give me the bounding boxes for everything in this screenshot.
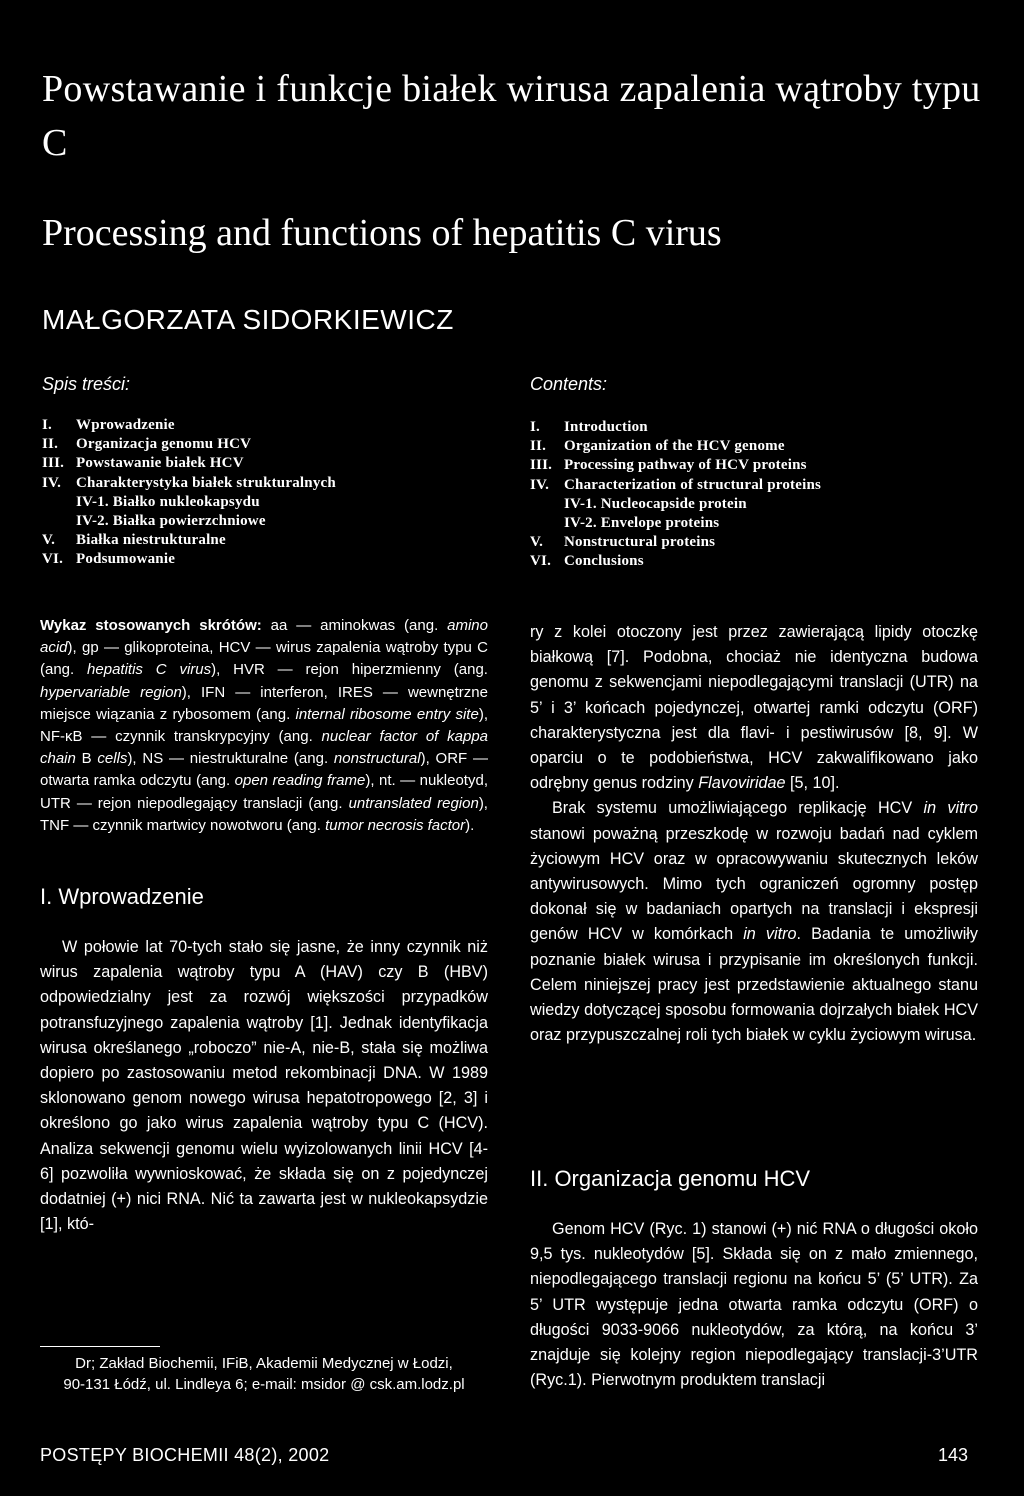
article-title-en: Processing and functions of hepatitis C virus — [42, 212, 722, 254]
toc-item — [42, 454, 336, 473]
toc-item — [42, 416, 336, 435]
toc-item-label: Białka niestrukturalne — [76, 532, 226, 549]
toc-item-number: VI. — [42, 551, 64, 568]
page-number: 143 — [938, 1445, 969, 1465]
text-run: ry z kolei otoczony jest przez zawierającą lipidy otoczkę białkową [7]. Podobna, chociaż nie identyczna budowa genomu z sekwencjami niepodlegającymi translacji (UTR) na 5’ i 3’ końcach pojedynczej, otwartej ramki odczytu (ORF) charakterystyczna jest dla flavi- i pestiwirusów [8, 9]. W oparciu o te podobieństwa, HCV zakwalifikowano jako odrębny genus rodziny — [530, 623, 978, 793]
italic-term: nonstructural — [333, 750, 421, 768]
text-run: [5, 10]. — [785, 774, 840, 793]
section-1-heading: I. Wprowadzenie — [40, 884, 204, 909]
toc-item — [530, 437, 821, 456]
italic-term: nuclear factor of kappa chain — [40, 728, 488, 768]
right-column-paragraph-1 — [530, 620, 978, 796]
right-column-body — [530, 620, 978, 1048]
toc-item-label: Processing pathway of HCV proteins — [564, 457, 807, 474]
abbreviations-lead: Wykaz stosowanych skrótów: — [40, 617, 262, 634]
toc-pl-list — [42, 416, 336, 570]
footnote-rule — [40, 1346, 160, 1347]
toc-item-label: Charakterystyka białek strukturalnych — [76, 474, 336, 491]
toc-item — [530, 495, 821, 514]
affiliation-line-2: 90-131 Łódź, ul. Lindleya 6; e-mail: msidor @ csk.am.lodz.pl — [63, 1376, 465, 1393]
toc-item-number: I. — [42, 417, 52, 433]
toc-item — [530, 418, 821, 437]
italic-term: amino acid — [40, 617, 488, 657]
toc-item-label: Conclusions — [564, 553, 644, 570]
italic-term: hypervariable region — [40, 683, 182, 701]
toc-item-label: IV-1. Białko nukleokapsydu — [76, 493, 260, 510]
text-run: ), NF-κB — czynnik transkrypcyjny (ang. — [40, 705, 488, 746]
text-run: stanowi poważną przeszkodę w rozwoju badań nad cyklem życiowym HCV oraz w opracowywaniu skutecznych leków antywirusowych. Mimo tych ograniczeń ogromny postęp dokonał się w badaniach opartych na translacji i ekspresji genów HCV w komórkach — [530, 824, 978, 944]
section-1-paragraph: W połowie lat 70-tych stało się jasne, że inny czynnik niż wirus zapalenia wątroby typu A (HAV) czy B (HBV) odpowiedzialny jest za rozwój większości przypadków potransfuzyjnego zapalenia wątroby [1]. Jednak identyfikacja wirusa określanego „roboczo” nie-A, nie-B, stała się możliwa dopiero po zastosowaniu metod rekombinacji DNA. W 1989 sklonowano genom nowego wirusa hepatotropowego [2, 3] i określono go jako wirus zapalenia wątroby typu C (HCV). Analiza sekwencji genomu wielu wyizolowanych linii HCV [4-6] pozwoliła wywnioskować, że składa się on z pojedynczej dodatniej (+) nici RNA. Nić ta zawarta jest w nukleokapsydzie [1], któ- — [40, 938, 488, 1234]
toc-item-label: Podsumowanie — [76, 551, 176, 568]
toc-item-number: VI. — [530, 553, 552, 570]
text-run: ), NS — niestrukturalne (ang. — [127, 750, 334, 768]
toc-item-number: I. — [530, 419, 540, 435]
text-run: ), TNF — czynnik martwicy nowotworu (ang. — [40, 794, 488, 834]
section-2-body — [530, 1217, 978, 1393]
toc-item-number: V. — [530, 534, 544, 551]
text-run: Brak systemu umożliwiającego replikację HCV — [552, 799, 924, 818]
author-name: MAŁGORZATA SIDORKIEWICZ — [42, 304, 454, 335]
text-run: B — [75, 750, 98, 768]
text-run: ), IFN — interferon, IRES — wewnętrzne miejsce wiązania z rybosomem (ang. — [40, 683, 488, 723]
toc-item — [42, 512, 336, 531]
toc-item-label: Introduction — [564, 419, 648, 435]
italic-term: in vitro — [923, 799, 978, 818]
italic-term: in vitro — [743, 925, 797, 944]
text-run: ). — [465, 816, 475, 834]
toc-item-label: IV-1. Nucleocapside protein — [564, 495, 747, 512]
toc-item-number: II. — [42, 436, 59, 453]
toc-item-label: Nonstructural proteins — [564, 534, 716, 551]
text-run: aa — aminokwas (ang. — [261, 617, 448, 634]
toc-item-number: II. — [530, 438, 547, 455]
italic-term: untranslated region — [348, 794, 479, 812]
section-1-body — [40, 935, 488, 1237]
text-run: ), ORF — otwarta ramka odczytu (ang. — [40, 750, 488, 790]
toc-item-label: IV-2. Envelope proteins — [564, 515, 720, 532]
toc-item — [42, 493, 336, 512]
toc-item-number: III. — [530, 457, 553, 474]
right-column-paragraph-2 — [530, 796, 978, 1048]
toc-en-heading: Contents: — [530, 374, 608, 394]
section-2-paragraph: Genom HCV (Ryc. 1) stanowi (+) nić RNA o długości około 9,5 tys. nukleotydów [5]. Składa się on z mało zmiennego, niepodlegającego translacji regionu na końcu 5’ (5’ UTR). Za 5’ UTR występuje jedna otwarta ramka odczytu (ORF) o długości 9033-9066 nukleotydów, za którą, na końcu 3’ znajduje się kolejny region niepodlegający translacji-3’UTR (Ryc.1). Pierwotnym produktem translacji — [530, 1220, 978, 1390]
italic-term: hepatitis C virus — [87, 661, 212, 679]
toc-item — [42, 474, 336, 493]
toc-item — [42, 550, 336, 569]
toc-pl-heading: Spis treści: — [42, 374, 131, 394]
toc-item-label: Characterization of structural proteins — [564, 476, 822, 493]
author-affiliation — [40, 1353, 488, 1395]
italic-term: open reading frame — [234, 772, 366, 790]
toc-item-number: IV. — [42, 474, 62, 491]
toc-en-list — [530, 418, 821, 572]
toc-item-label: Wprowadzenie — [76, 417, 175, 433]
section-2-heading: II. Organizacja genomu HCV — [530, 1166, 811, 1191]
text-run: ), gp — glikoproteina, HCV — wirus zapalenia wątroby typu C (ang. — [40, 639, 488, 679]
toc-item — [530, 514, 821, 533]
journal-footer: POSTĘPY BIOCHEMII 48(2), 2002 — [40, 1445, 330, 1465]
italic-term: tumor necrosis factor — [325, 816, 466, 834]
text-run: . Badania te umożliwiły poznanie białek wirusa i przypisanie im określonych funkcji. Celem niniejszej pracy jest przedstawienie aktualnego stanu wiedzy dotyczącej sposobu formowania dojrzałych białek HCV oraz przypuszczalnej roli tych białek w cyklu życiowym wirusa. — [530, 925, 978, 1045]
toc-item — [530, 476, 821, 495]
toc-item — [42, 531, 336, 550]
toc-item-label: Organization of the HCV genome — [564, 438, 785, 455]
toc-item-number: V. — [42, 532, 56, 549]
toc-item — [530, 533, 821, 552]
toc-item-label: Organizacja genomu HCV — [76, 436, 252, 453]
toc-item-label: IV-2. Białka powierzchniowe — [76, 513, 266, 530]
article-title-pl: Powstawanie i funkcje białek wirusa zapalenia wątroby typu C — [42, 68, 981, 164]
italic-term: Flavoviridae — [698, 774, 786, 793]
toc-item-number: IV. — [530, 476, 550, 493]
toc-item — [42, 435, 336, 454]
toc-item — [530, 552, 821, 571]
toc-item — [530, 456, 821, 475]
toc-item-number: III. — [42, 455, 65, 472]
toc-item-label: Powstawanie białek HCV — [76, 455, 244, 472]
abbreviations-block — [40, 615, 488, 837]
text-run: ), HVR — rejon hiperzmienny (ang. — [211, 661, 488, 679]
affiliation-line-1: Dr; Zakład Biochemii, IFiB, Akademii Medycznej w Łodzi, — [75, 1355, 453, 1372]
text-run: ), nt. — nukleotyd, UTR — rejon niepodlegający translacji (ang. — [40, 772, 488, 812]
italic-term: internal ribosome entry site — [295, 705, 479, 723]
italic-term: cells — [97, 750, 128, 768]
